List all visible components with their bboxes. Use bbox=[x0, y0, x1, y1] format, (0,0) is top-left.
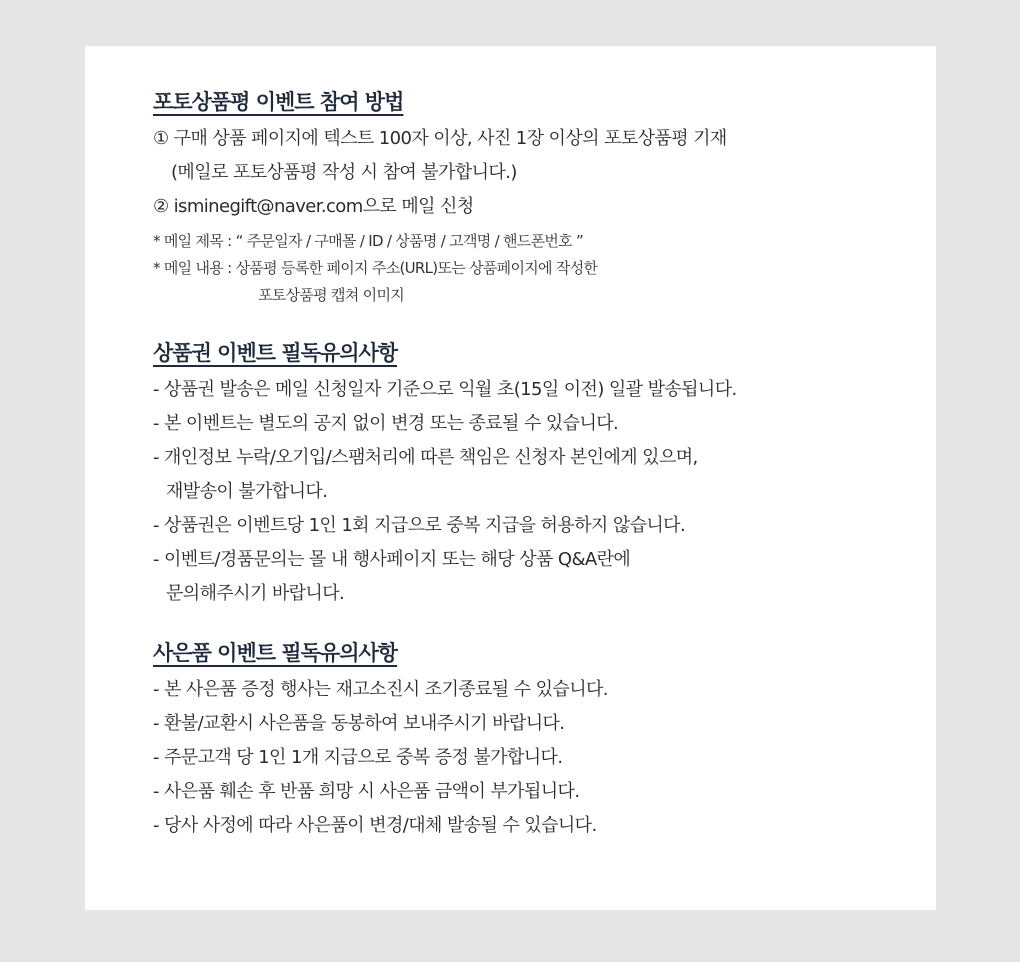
mail-subject-note: * 메일 제목 : “ 주문일자 / 구매몰 / ID / 상품명 / 고객명 / 핸드폰번호 ” bbox=[153, 232, 584, 250]
list-item: - 주문고객 당 1인 1개 지급으로 중복 증정 불가합니다. bbox=[153, 747, 563, 768]
list-item: - 상품권은 이벤트당 1인 1회 지급으로 중복 지급을 허용하지 않습니다. bbox=[153, 515, 686, 536]
list-item-cont: 문의해주시기 바랍니다. bbox=[166, 583, 345, 604]
step-1-note: (메일로 포토상품평 작성 시 참여 불가합니다.) bbox=[171, 162, 517, 183]
section-title-gift: 사은품 이벤트 필독유의사항 bbox=[153, 641, 398, 665]
list-item: - 개인정보 누락/오기입/스팸처리에 따른 책임은 신청자 본인에게 있으며, bbox=[153, 447, 698, 468]
list-item: - 본 이벤트는 별도의 공지 없이 변경 또는 종료될 수 있습니다. bbox=[153, 413, 619, 434]
list-item: - 환불/교환시 사은품을 동봉하여 보내주시기 바랍니다. bbox=[153, 713, 565, 734]
section-title-photo-review: 포토상품평 이벤트 참여 방법 bbox=[153, 90, 404, 114]
mail-body-note-cont: 포토상품평 캡쳐 이미지 bbox=[258, 286, 405, 304]
section-title-voucher: 상품권 이벤트 필독유의사항 bbox=[153, 341, 398, 365]
step-1: ① 구매 상품 페이지에 텍스트 100자 이상, 사진 1장 이상의 포토상품평 기재 bbox=[153, 128, 727, 149]
mail-body-note: * 메일 내용 : 상품평 등록한 페이지 주소(URL)또는 상품페이지에 작성한 bbox=[153, 259, 598, 277]
list-item: - 상품권 발송은 메일 신청일자 기준으로 익월 초(15일 이전) 일괄 발송됩니다. bbox=[153, 379, 737, 400]
list-item: - 당사 사정에 따라 사은품이 변경/대체 발송될 수 있습니다. bbox=[153, 815, 597, 836]
notice-card bbox=[85, 46, 936, 910]
list-item: - 이벤트/경품문의는 몰 내 행사페이지 또는 해당 상품 Q&A란에 bbox=[153, 549, 631, 570]
list-item-cont: 재발송이 불가합니다. bbox=[166, 481, 328, 502]
step-2: ② isminegift@naver.com으로 메일 신청 bbox=[153, 196, 474, 217]
notice-content bbox=[153, 88, 913, 843]
list-item: - 본 사은품 증정 행사는 재고소진시 조기종료될 수 있습니다. bbox=[153, 679, 608, 700]
list-item: - 사은품 훼손 후 반품 희망 시 사은품 금액이 부가됩니다. bbox=[153, 781, 580, 802]
